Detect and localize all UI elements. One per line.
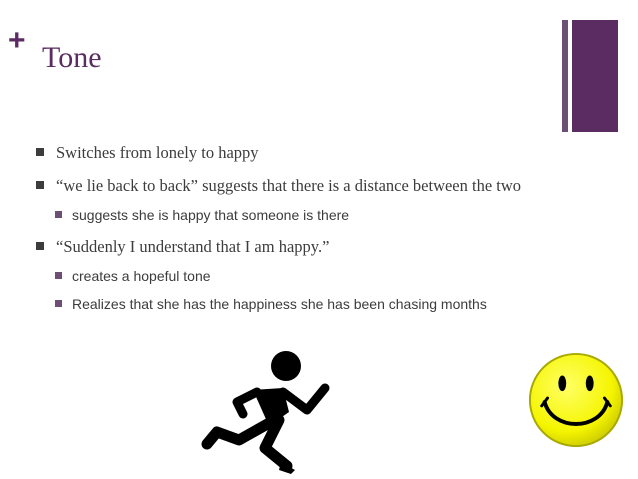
bullet-square-icon (36, 181, 44, 189)
smiley-face-icon (527, 351, 625, 449)
sub-bullet-item (36, 267, 556, 285)
decorative-bar-thick (572, 20, 618, 132)
sub-bullet-square-icon (55, 300, 62, 307)
bullet-square-icon (36, 148, 44, 156)
bullet-item (36, 175, 556, 196)
sub-bullet-text: creates a hopeful tone (72, 268, 211, 284)
sub-bullet-text: Realizes that she has the happiness she has been chasing months (72, 296, 487, 312)
bullet-item (36, 142, 556, 163)
running-person-icon (195, 348, 345, 476)
sub-bullet-item (36, 206, 556, 224)
bullet-item (36, 236, 556, 257)
bullet-text: “we lie back to back” suggests that there is a distance between the two (56, 176, 522, 195)
sub-bullet-item (36, 295, 556, 313)
sub-bullet-text: suggests she is happy that someone is there (72, 207, 350, 223)
sub-bullet-square-icon (55, 211, 62, 218)
bullet-list (36, 142, 556, 313)
bullet-square-icon (36, 242, 44, 250)
sub-bullet-square-icon (55, 272, 62, 279)
decorative-bars (562, 20, 618, 132)
decorative-bar-thin (562, 20, 568, 132)
bullet-text: “Suddenly I understand that I am happy.” (56, 237, 330, 256)
slide-title: Tone (42, 41, 102, 74)
plus-mark: + (8, 24, 26, 57)
bullet-text: Switches from lonely to happy (56, 143, 259, 162)
